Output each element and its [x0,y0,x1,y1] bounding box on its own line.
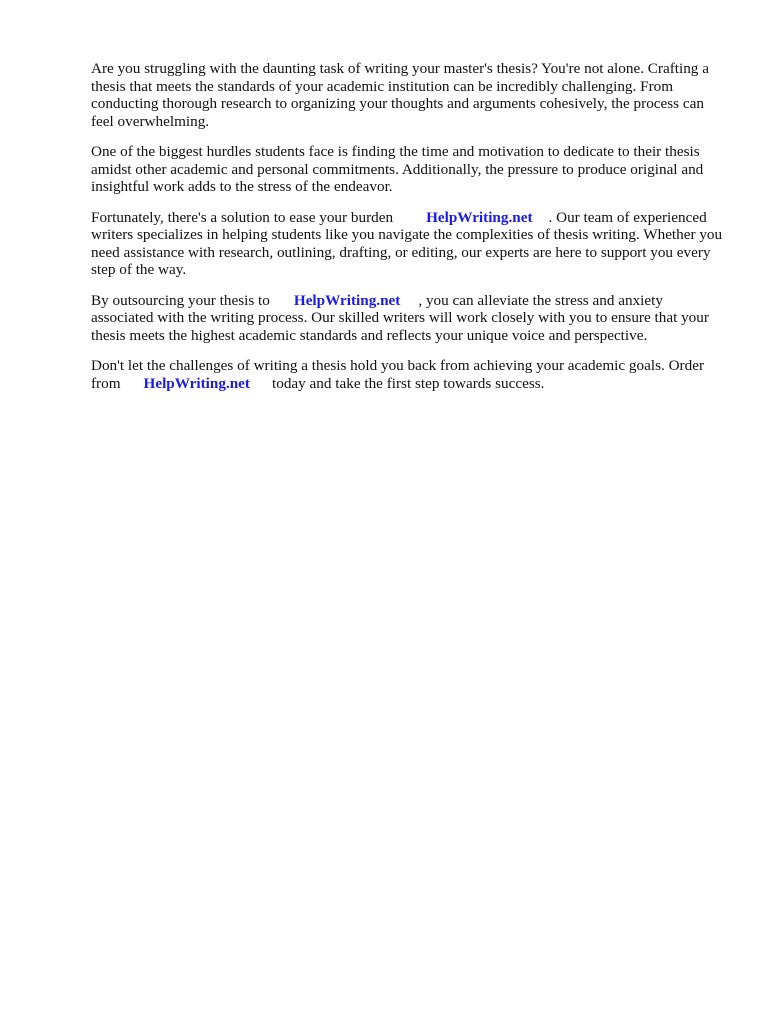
paragraph-order-after: today and take the first step towards success. [272,374,545,392]
paragraph-intro [91,60,727,130]
paragraph-order-before: Don't let the challenges of writing a thesis hold you back from achieving your academic goals. Order from [91,357,705,392]
paragraph-hurdles [91,143,727,196]
paragraph-outsourcing [91,292,727,345]
helpwriting-link[interactable]: HelpWriting.net [143,374,250,392]
paragraph-outsourcing-before: By outsourcing your thesis to [91,291,270,309]
paragraph-hurdles-text: One of the biggest hurdles students face is finding the time and motivation to dedicate to their thesis amidst other academic and personal commitments. Additionally, the pressure to produce original and insightful work adds to the stress of the endeavor. [91,143,704,195]
helpwriting-link[interactable]: HelpWriting.net [426,208,533,226]
document-page [91,60,727,405]
paragraph-solution [91,209,727,279]
paragraph-intro-text: Are you struggling with the daunting task of writing your master's thesis? You're not alone. Crafting a thesis that meets the standards of your academic institution can be incredibly challenging. From conducting thorough research to organizing your thoughts and arguments cohesively, the process can feel overwhelming. [91,60,709,130]
helpwriting-link[interactable]: HelpWriting.net [293,291,401,309]
paragraph-outsourcing-after: , you can alleviate the stress and anxiety associated with the writing process. Our skilled writers will work closely with you to ensure that your thesis meets the highest academic standards and reflects your unique voice and perspective. [91,291,709,344]
paragraph-solution-after: . Our team of experienced writers specializes in helping students like you navigate the complexities of thesis writing. Whether you need assistance with research, outlining, drafting, or editing, our experts are here to support you every step of the way. [91,208,723,278]
paragraph-order [91,357,727,392]
paragraph-solution-before: Fortunately, there's a solution to ease your burden [91,208,394,226]
